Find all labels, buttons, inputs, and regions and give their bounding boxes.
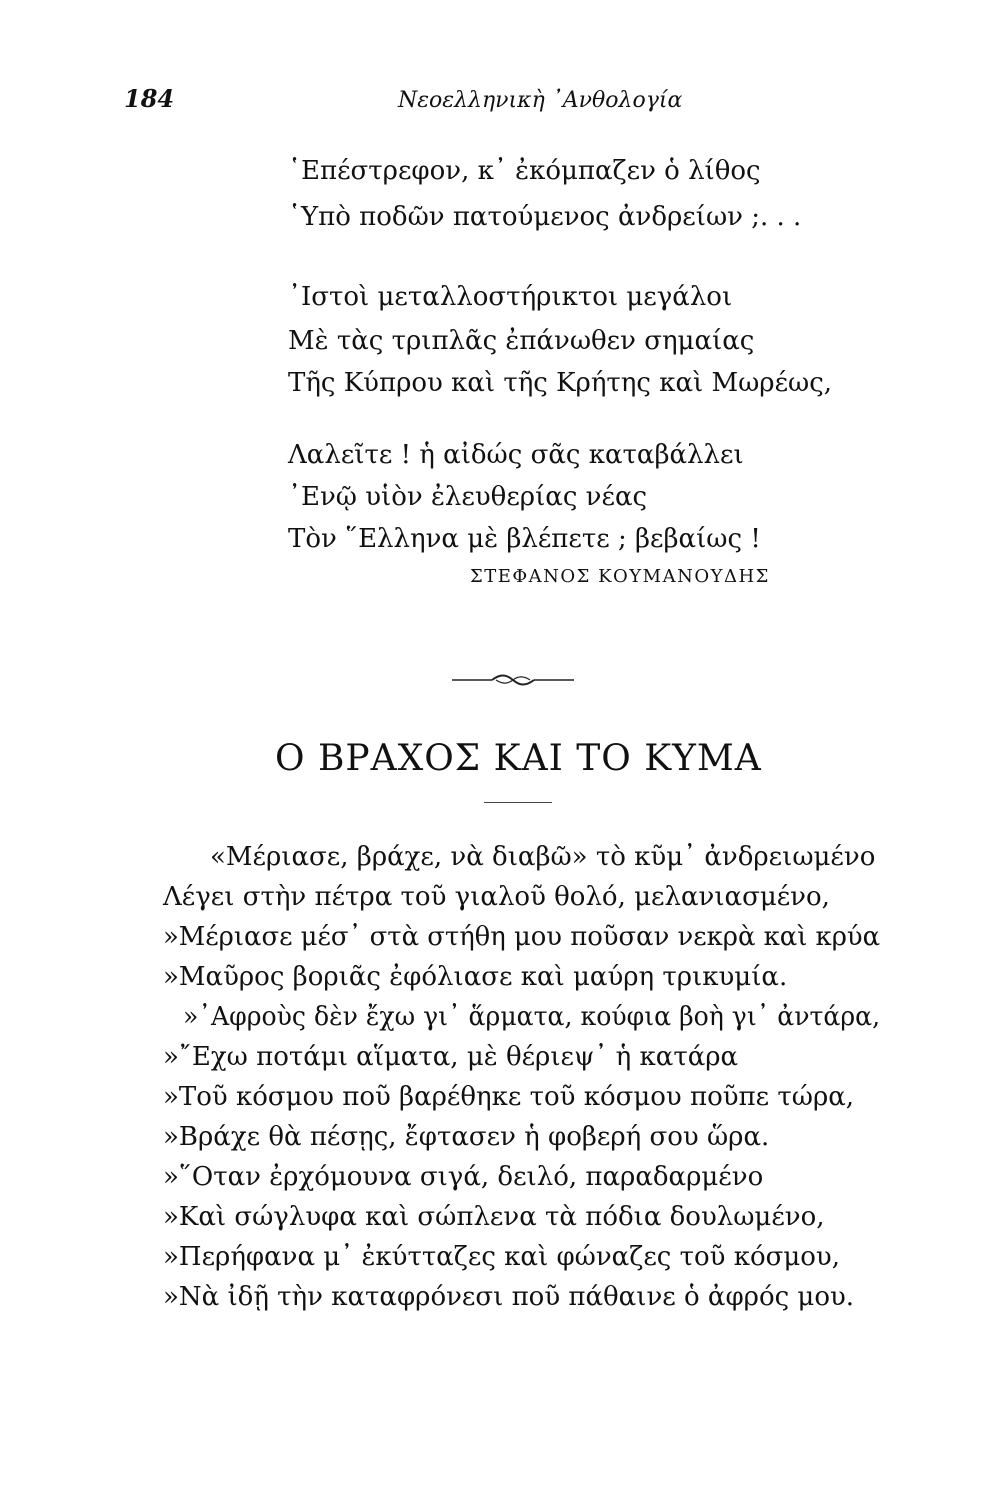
poem-line: »Καὶ σώγλυφα καὶ σώπλενα τὰ πόδια δουλωμένο, (163, 1202, 825, 1232)
author-signature: ΣΤΕΦΑΝΟΣ ΚΟΥΜΑΝΟΥΔΗΣ (470, 566, 770, 587)
poem-line: »Μέριασε μέσ᾿ στὰ στήθη μου ποῦσαν νεκρὰ καὶ κρύα (163, 922, 881, 952)
poem-line: »Περήφανα μ᾿ ἐκύτταζες καὶ φώναζες τοῦ κόσμου, (163, 1242, 840, 1272)
poem-line: ῾Υπὸ ποδῶν πατούμενος ἀνδρείων ;. . . (288, 202, 802, 232)
poem-line: »Νὰ ἰδῇ τὴν καταφρόνεσι ποῦ πάθαινε ὁ ἀφρός μου. (163, 1282, 855, 1312)
poem-line: Λαλεῖτε ! ἡ αἰδώς σᾶς καταβάλλει (288, 440, 744, 470)
poem-line: »Βράχε θὰ πέσῃς, ἔφτασεν ἡ φοβερή σου ὥρα. (163, 1122, 770, 1152)
flourish-divider-icon (452, 672, 574, 688)
page-number: 184 (124, 84, 175, 113)
poem-line: »᾿Αφροὺς δὲν ἔχω γι᾿ ἅρματα, κούφια βοὴ γι᾿ ἀντάρα, (183, 1002, 881, 1032)
poem-line: »῞Οταν ἐρχόμουνα σιγά, δειλό, παραδαρμένο (163, 1162, 764, 1192)
poem-line: Μὲ τὰς τριπλᾶς ἐπάνωθεν σημαίας (288, 326, 755, 356)
poem-line: Λέγει στὴν πέτρα τοῦ γιαλοῦ θολό, μελανιασμένο, (163, 882, 830, 912)
poem-line: »Μαῦρος βοριᾶς ἐφόλιασε καὶ μαύρη τρικυμία. (163, 962, 788, 992)
poem-line: »῎Εχω ποτάμι αἵματα, μὲ θέριεψ᾿ ἡ κατάρα (163, 1042, 739, 1072)
poem-line: »Τοῦ κόσμου ποῦ βαρέθηκε τοῦ κόσμου ποῦπε τώρα, (163, 1082, 855, 1112)
poem-line: Τῆς Κύπρου καὶ τῆς Κρήτης καὶ Μωρέως, (288, 368, 833, 398)
poem-line: Τὸν ῞Ελληνα μὲ βλέπετε ; βεβαίως ! (288, 524, 761, 554)
poem-line: ᾿Ιστοὶ μεταλλοστήρικτοι μεγάλοι (288, 282, 733, 312)
poem-title: Ο ΒΡΑΧΟΣ ΚΑΙ ΤΟ ΚΥΜΑ (275, 738, 762, 779)
poem-line: «Μέριασε, βράχε, νὰ διαβῶ» τὸ κῦμ᾿ ἀνδρειωμένο (210, 842, 876, 872)
running-head: Νεοελληνικὴ ᾿Ανθολογία (398, 88, 683, 113)
title-rule (484, 802, 552, 803)
poem-line: ᾿Ενῷ υἱὸν ἐλευθερίας νέας (288, 482, 648, 512)
poem-line: ῾Επέστρεφον, κ᾿ ἐκόμπαζεν ὁ λίθος (288, 156, 761, 186)
